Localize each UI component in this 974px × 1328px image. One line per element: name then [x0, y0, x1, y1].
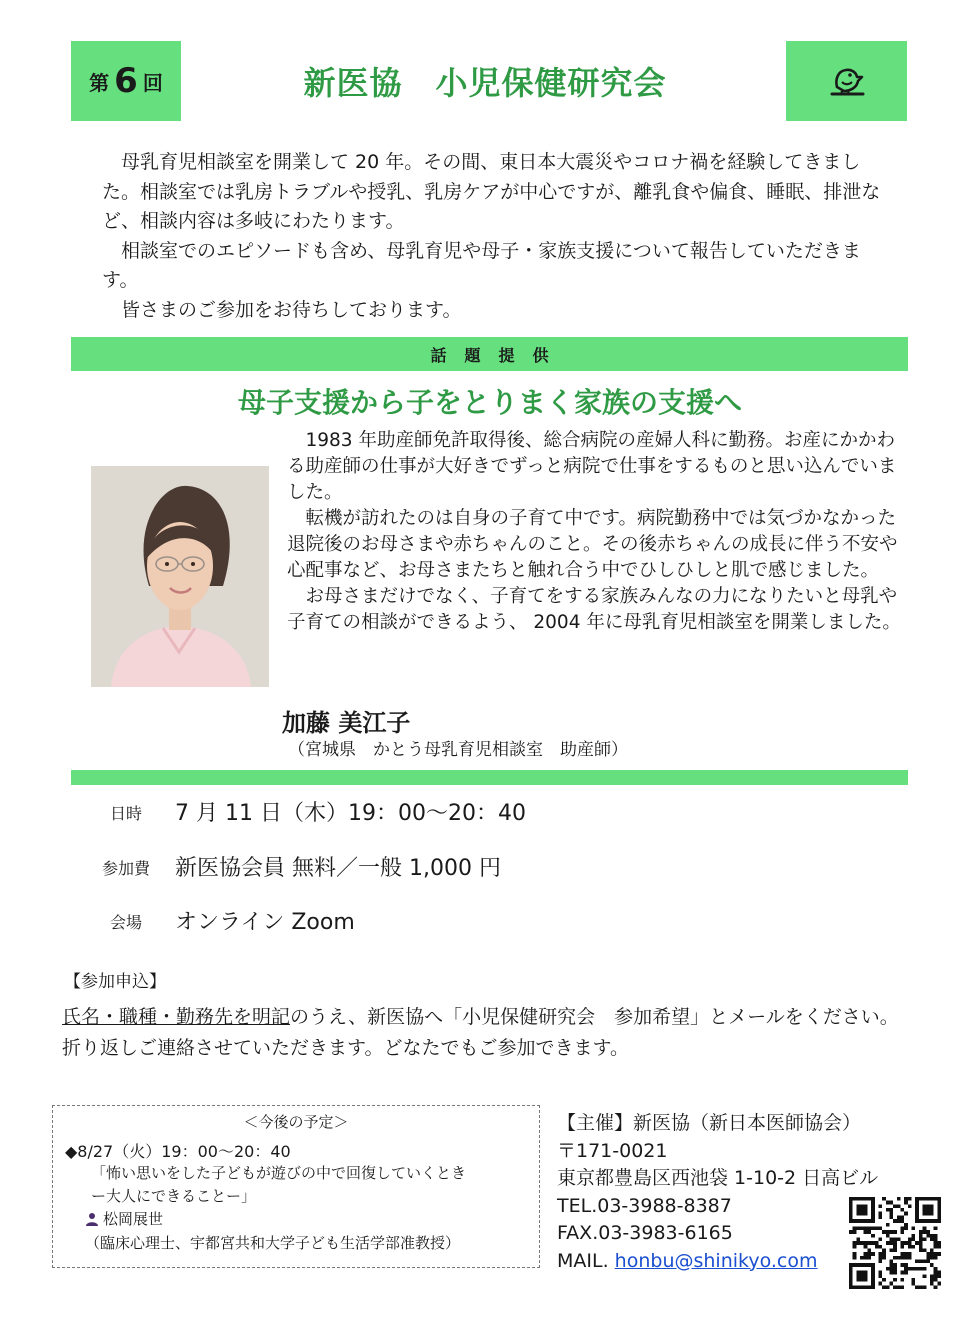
- fee-label: 参加費: [101, 859, 150, 878]
- speaker-name: 加藤 美江子: [282, 709, 411, 737]
- sponsor-fax: FAX.03-3983-6165: [557, 1222, 733, 1244]
- session-number: 6: [114, 61, 138, 101]
- session-prefix: 第: [89, 70, 110, 95]
- sponsor-organizer: 【主催】新医協（新日本医師協会）: [557, 1112, 862, 1134]
- apply-instruction: のうえ、新医協へ「小児保健研究会 参加希望」とメールをください。: [290, 1006, 899, 1028]
- person-icon: [85, 1212, 99, 1226]
- bird-on-branch-icon: [827, 61, 867, 101]
- session-suffix: 回: [142, 70, 163, 95]
- speaker-photo: [91, 466, 269, 687]
- future-date: ◆8/27（火）19：00〜20：40: [65, 1142, 291, 1161]
- topic-band: [71, 337, 908, 371]
- sponsor-tel: TEL.03-3988-8387: [557, 1194, 732, 1217]
- future-topic-line: 「怖い思いをした子どもが遊びの中で回復していくとき: [91, 1164, 467, 1182]
- topic-band-label: 話題提供: [430, 345, 567, 365]
- mail-label: MAIL.: [557, 1249, 609, 1272]
- email-link[interactable]: honbu@shinikyo.com: [614, 1249, 818, 1272]
- apply-text: [62, 1002, 952, 1064]
- datetime-label: 日時: [109, 804, 142, 823]
- future-topic-line: ー大人にできることー」: [91, 1187, 257, 1205]
- session-number-box: [71, 41, 181, 121]
- speaker-bio: [287, 428, 901, 636]
- future-speaker: [85, 1208, 163, 1229]
- speaker-affiliation: （宮城県 かとう母乳育児相談室 助産師）: [288, 740, 628, 760]
- future-topic: [91, 1162, 466, 1208]
- intro-text: [102, 148, 892, 325]
- future-speaker-affiliation: （臨床心理士、宇都宮共和大学子ども生活学部准教授）: [85, 1234, 461, 1252]
- logo-box: [786, 41, 907, 121]
- apply-required-info: 氏名・職種・勤務先を明記: [62, 1006, 291, 1028]
- venue-value: オンライン Zoom: [175, 910, 355, 935]
- intro-paragraph: 母乳育児相談室を開業して 20 年。その間、東日本大震災やコロナ禍を経験してきました。相談室では乳房トラブルや授乳、乳房ケアが中心ですが、離乳食や偏食、睡眠、排泄など、相談内容は多岐にわたります。: [102, 151, 881, 232]
- sponsor-address: 東京都豊島区西池袋 1-10-2 日高ビル: [557, 1167, 879, 1189]
- venue-label: 会場: [109, 913, 142, 932]
- section-divider: [71, 770, 908, 785]
- sponsor-postal: 〒171-0021: [557, 1139, 668, 1162]
- future-schedule-box: [52, 1105, 540, 1268]
- intro-paragraph: 相談室でのエピソードも含め、母乳育児や母子・家族支援について報告していただきます。: [102, 239, 861, 291]
- sponsor-info: [557, 1110, 878, 1275]
- future-title: ＜今後の予定＞: [243, 1113, 349, 1131]
- apply-note: 折り返しご連絡させていただきます。どなたでもご参加できます。: [62, 1037, 629, 1059]
- datetime-value: 7 月 11 日（木）19：00〜20：40: [175, 801, 526, 826]
- bio-paragraph: 転機が訪れたのは自身の子育て中です。病院勤務中では気づかなかった退院後のお母さまや赤ちゃんのこと。その後赤ちゃんの成長に伴う不安や心配事など、お母さまたちと触れ合う中でひしひしと肌で感じました。: [287, 508, 898, 581]
- intro-paragraph: 皆さまのご参加をお待ちしております。: [102, 298, 462, 321]
- talk-title: 母子支援から子をとりまく家族の支援へ: [237, 386, 742, 419]
- fee-value: 新医協会員 無料／一般 1,000 円: [175, 856, 501, 881]
- page-title: 新医協 小児保健研究会: [303, 64, 667, 102]
- bio-paragraph: 1983 年助産師免許取得後、総合病院の産婦人科に勤務。お産にかかわる助産師の仕事が大好きでずっと病院で仕事をするものと思い込んでいました。: [287, 430, 897, 503]
- qr-code[interactable]: [849, 1197, 941, 1289]
- future-speaker-name: 松岡展世: [103, 1210, 164, 1228]
- speaker-portrait-image: [91, 466, 269, 687]
- apply-heading: 【参加申込】: [64, 972, 166, 992]
- bio-paragraph: お母さまだけでなく、子育てをする家族みんなの力になりたいと母乳や子育ての相談ができるよう、 2004 年に母乳育児相談室を開業しました。: [287, 586, 901, 633]
